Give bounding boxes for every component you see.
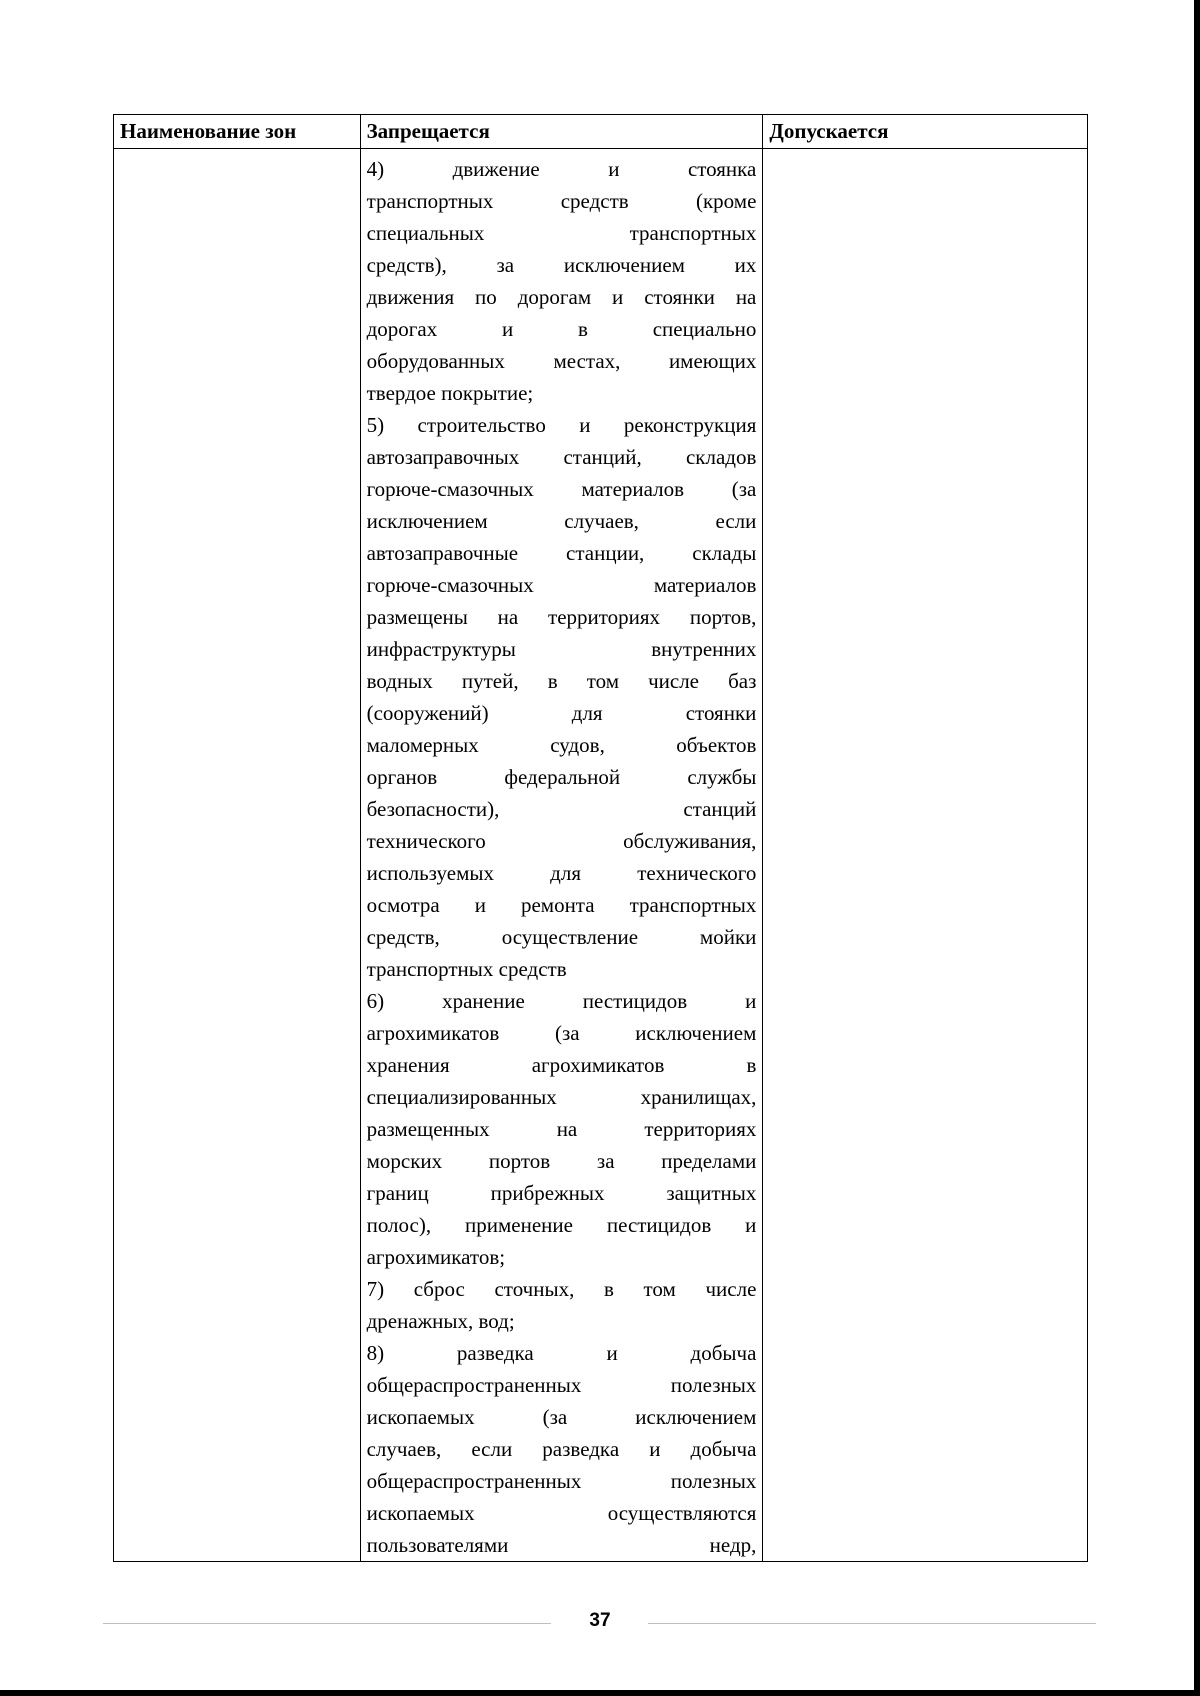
prohibited-line: дорогах и в специально	[366, 317, 757, 341]
prohibited-line: 4) движение и стоянка	[366, 157, 757, 181]
prohibited-line: органов федеральной службы	[366, 765, 757, 789]
prohibited-line: движения по дорогам и стоянки на	[366, 285, 757, 309]
prohibited-line: морских портов за пределами	[366, 1149, 757, 1173]
prohibited-line: размещенных на территориях	[366, 1117, 757, 1141]
header-prohibited: Запрещается	[360, 115, 763, 149]
prohibited-line: общераспространенных полезных	[366, 1373, 757, 1397]
prohibited-line: (сооружений) для стоянки	[366, 701, 757, 725]
prohibited-line: водных путей, в том числе баз	[366, 669, 757, 693]
prohibited-line: 7) сброс сточных, в том числе	[366, 1277, 757, 1301]
prohibited-line: оборудованных местах, имеющих	[366, 349, 757, 373]
footer-rule-right	[648, 1623, 1096, 1624]
prohibited-line: средств, осуществление мойки	[366, 925, 757, 949]
footer-rule-left	[103, 1623, 551, 1624]
prohibited-line: маломерных судов, объектов	[366, 733, 757, 757]
prohibited-line: 5) строительство и реконструкция	[366, 413, 757, 437]
prohibited-line: осмотра и ремонта транспортных	[366, 893, 757, 917]
prohibited-line: общераспространенных полезных	[366, 1469, 757, 1493]
prohibited-line: случаев, если разведка и добыча	[366, 1437, 757, 1461]
prohibited-line: средств), за исключением их	[366, 253, 757, 277]
header-allowed: Допускается	[763, 115, 1088, 149]
prohibited-text	[367, 153, 757, 1561]
prohibited-line: ископаемых (за исключением	[366, 1405, 757, 1429]
allowed-cell	[763, 149, 1088, 1562]
prohibited-line: агрохимикатов;	[366, 1245, 506, 1269]
prohibited-line: безопасности), станций	[366, 797, 757, 821]
prohibited-line: автозаправочные станции, склады	[366, 541, 757, 565]
prohibited-line: агрохимикатов (за исключением	[366, 1021, 757, 1045]
prohibited-line: размещены на территориях портов,	[366, 605, 757, 629]
prohibited-line: хранения агрохимикатов в	[366, 1053, 757, 1077]
prohibited-line: инфраструктуры внутренних	[366, 637, 757, 661]
prohibited-line: границ прибрежных защитных	[366, 1181, 757, 1205]
prohibited-line: горюче-смазочных материалов	[366, 573, 757, 597]
prohibited-line: твердое покрытие;	[366, 381, 534, 405]
prohibited-line: автозаправочных станций, складов	[366, 445, 757, 469]
prohibited-line: исключением случаев, если	[366, 509, 757, 533]
header-zone-name: Наименование зон	[114, 115, 361, 149]
prohibited-line: полос), применение пестицидов и	[366, 1213, 757, 1237]
zones-table	[113, 114, 1088, 1562]
prohibited-cell	[360, 149, 763, 1562]
prohibited-line: дренажных, вод;	[366, 1309, 515, 1333]
table-header-row	[114, 115, 1088, 149]
prohibited-line: используемых для технического	[366, 861, 757, 885]
prohibited-line: технического обслуживания,	[366, 829, 757, 853]
prohibited-line: пользователями недр,	[366, 1533, 757, 1557]
prohibited-line: транспортных средств	[366, 957, 567, 981]
prohibited-line: ископаемых осуществляются	[366, 1501, 757, 1525]
prohibited-line: горюче-смазочных материалов (за	[366, 477, 757, 501]
prohibited-line: специальных транспортных	[366, 221, 757, 245]
prohibited-line: 8) разведка и добыча	[366, 1341, 757, 1365]
zone-name-cell	[114, 149, 361, 1562]
prohibited-line: транспортных средств (кроме	[366, 189, 757, 213]
prohibited-line: 6) хранение пестицидов и	[366, 989, 757, 1013]
prohibited-line: специализированных хранилищах,	[366, 1085, 757, 1109]
table-row	[114, 149, 1088, 1562]
page-number: 37	[589, 1610, 611, 1631]
